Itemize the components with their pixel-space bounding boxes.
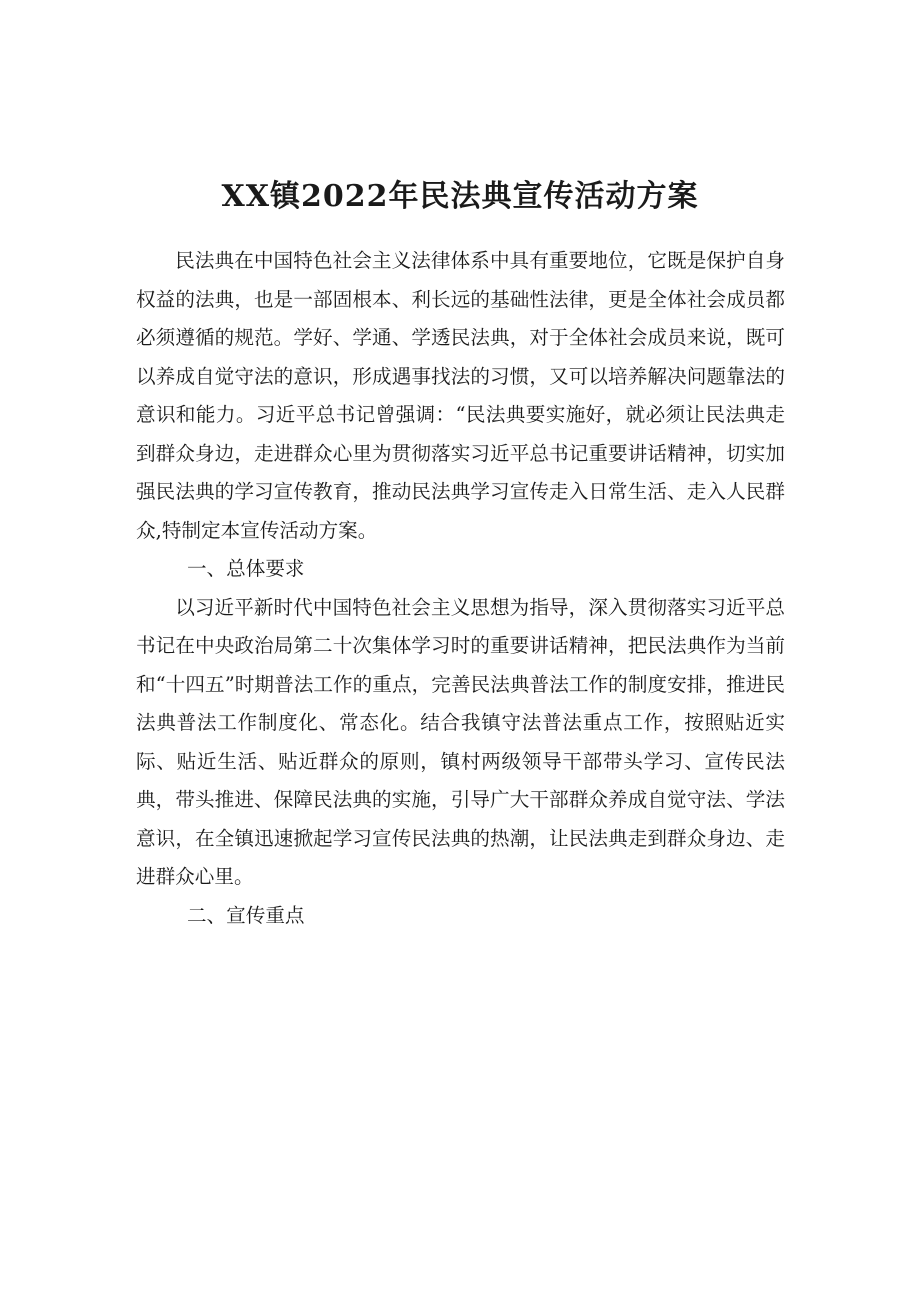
document-body <box>136 242 785 935</box>
intro-paragraph: 民法典在中国特色社会主义法律体系中具有重要地位，它既是保护自身权益的法典，也是一部固根本、利长远的基础性法律，更是全体社会成员都必须遵循的规范。学好、学通、学透民法典，对于全体社会成员来说，既可以养成自觉守法的意识，形成遇事找法的习惯，又可以培养解决问题靠法的意识和能力。习近平总书记曾强调：“民法典要实施好，就必须让民法典走到群众身边，走进群众心里为贯彻落实习近平总书记重要讲话精神，切实加强民法典的学习宣传教育，推动民法典学习宣传走入日常生活、走入人民群众,特制定本宣传活动方案。 <box>136 249 785 542</box>
general-requirements-paragraph: 以习近平新时代中国特色社会主义思想为指导，深入贯彻落实习近平总书记在中央政治局第二十次集体学习时的重要讲话精神，把民法典作为当前和“十四五”时期普法工作的重点，完善民法典普法工作的制度安排，推进民法典普法工作制度化、常态化。结合我镇守法普法重点工作，按照贴近实际、贴近生活、贴近群众的原则，镇村两级领导干部带头学习、宣传民法典，带头推进、保障民法典的实施，引导广大干部群众养成自觉守法、学法意识，在全镇迅速掀起学习宣传民法典的热潮，让民法典走到群众身边、走进群众心里。 <box>136 595 785 888</box>
section-heading-publicity-focus: 二、宣传重点 <box>186 903 305 927</box>
document-title: XX镇2022年民法典宣传活动方案 <box>221 179 699 214</box>
section-heading-general-requirements: 一、总体要求 <box>186 557 305 580</box>
